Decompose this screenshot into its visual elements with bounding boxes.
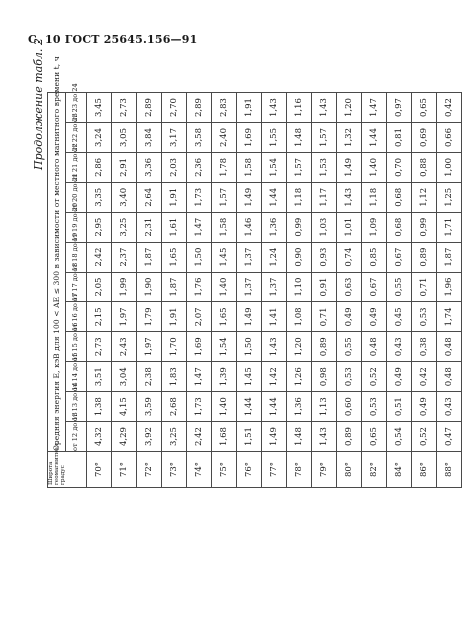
energy-value-cell: 1,87	[437, 242, 462, 272]
energy-value-cell: 3,24	[87, 123, 112, 153]
energy-value-cell: 1,71	[437, 212, 462, 242]
energy-value-cell: 1,58	[237, 152, 262, 182]
energy-value-cell: 2,31	[137, 212, 162, 242]
energy-value-cell: 1,68	[212, 422, 237, 452]
table-row	[137, 93, 162, 488]
energy-value-cell: 1,26	[287, 362, 312, 392]
energy-value-cell: 1,61	[162, 212, 187, 242]
energy-value-cell: 1,57	[312, 123, 337, 153]
energy-value-cell: 2,42	[87, 242, 112, 272]
energy-value-cell: 1,87	[137, 242, 162, 272]
energy-value-cell: 2,43	[112, 332, 137, 362]
energy-value-cell: 2,70	[162, 93, 187, 123]
energy-value-cell: 1,70	[162, 332, 187, 362]
energy-value-cell: 1,36	[262, 212, 287, 242]
energy-value-cell: 0,89	[412, 242, 437, 272]
energy-value-cell: 1,00	[437, 152, 462, 182]
energy-value-cell: 0,48	[437, 332, 462, 362]
energy-value-cell: 0,55	[337, 332, 362, 362]
energy-value-cell: 1,90	[137, 272, 162, 302]
energy-value-cell: 1,97	[137, 332, 162, 362]
energy-value-cell: 1,49	[337, 152, 362, 182]
table-row	[87, 93, 112, 488]
energy-value-cell: 2,05	[87, 272, 112, 302]
energy-value-cell: 1,03	[312, 212, 337, 242]
table-row	[312, 93, 337, 488]
energy-value-cell: 1,54	[212, 332, 237, 362]
energy-value-cell: 1,18	[362, 182, 387, 212]
column-header: от 17 до 18	[66, 272, 87, 302]
energy-value-cell: 3,45	[87, 93, 112, 123]
energy-value-cell: 0,54	[387, 422, 412, 452]
energy-value-cell: 3,17	[162, 123, 187, 153]
energy-value-cell: 1,43	[312, 422, 337, 452]
energy-value-cell: 2,42	[187, 422, 212, 452]
energy-value-cell: 0,68	[387, 182, 412, 212]
energy-value-cell: 1,44	[262, 392, 287, 422]
energy-value-cell: 1,13	[312, 392, 337, 422]
energy-value-cell: 1,37	[237, 242, 262, 272]
energy-value-cell: 2,73	[112, 93, 137, 123]
energy-value-cell: 3,35	[87, 182, 112, 212]
energy-value-cell: 1,44	[262, 182, 287, 212]
energy-value-cell: 1,09	[362, 212, 387, 242]
energy-value-cell: 3,58	[187, 123, 212, 153]
energy-value-cell: 1,78	[212, 152, 237, 182]
table-row	[112, 93, 137, 488]
energy-value-cell: 1,47	[187, 362, 212, 392]
energy-value-cell: 1,91	[237, 93, 262, 123]
energy-value-cell: 0,49	[412, 392, 437, 422]
latitude-header: Широта геомагнитная, градус	[48, 452, 87, 488]
energy-value-cell: 1,49	[237, 182, 262, 212]
energy-value-cell: 1,10	[287, 272, 312, 302]
energy-value-cell: 0,97	[387, 93, 412, 123]
energy-value-cell: 1,47	[187, 212, 212, 242]
table-row	[287, 93, 312, 488]
table-row	[187, 93, 212, 488]
continuation-title: Продолжение табл. 2	[32, 38, 45, 170]
table-row	[437, 93, 462, 488]
energy-value-cell: 1,91	[162, 182, 187, 212]
energy-value-cell: 1,65	[212, 302, 237, 332]
energy-value-cell: 0,42	[412, 362, 437, 392]
energy-value-cell: 1,24	[262, 242, 287, 272]
energy-value-cell: 1,73	[187, 392, 212, 422]
energy-value-cell: 3,25	[162, 422, 187, 452]
energy-value-cell: 0,70	[387, 152, 412, 182]
energy-value-cell: 2,83	[212, 93, 237, 123]
column-header: от 15 до 16	[66, 332, 87, 362]
energy-value-cell: 0,65	[362, 422, 387, 452]
latitude-cell: 72°	[137, 452, 162, 488]
energy-value-cell: 0,63	[337, 272, 362, 302]
column-header: от 14 до 15	[66, 362, 87, 392]
energy-value-cell: 0,93	[312, 242, 337, 272]
energy-value-cell: 2,73	[87, 332, 112, 362]
latitude-cell: 74°	[187, 452, 212, 488]
energy-value-cell: 2,38	[137, 362, 162, 392]
energy-value-cell: 0,49	[362, 302, 387, 332]
energy-value-cell: 0,65	[412, 93, 437, 123]
column-header: от 12 до 13	[66, 422, 87, 452]
energy-value-cell: 4,32	[87, 422, 112, 452]
energy-value-cell: 0,60	[337, 392, 362, 422]
energy-value-cell: 2,91	[112, 152, 137, 182]
energy-value-cell: 1,49	[237, 302, 262, 332]
energy-value-cell: 1,01	[337, 212, 362, 242]
energy-value-cell: 1,43	[337, 182, 362, 212]
energy-value-cell: 0,47	[437, 422, 462, 452]
table-row	[387, 93, 412, 488]
energy-value-cell: 1,58	[212, 212, 237, 242]
energy-value-cell: 0,71	[412, 272, 437, 302]
energy-value-cell: 1,50	[187, 242, 212, 272]
energy-value-cell: 0,52	[362, 362, 387, 392]
table-header	[48, 56, 87, 488]
energy-value-cell: 1,45	[237, 362, 262, 392]
energy-value-cell: 0,89	[337, 422, 362, 452]
energy-value-cell: 1,51	[237, 422, 262, 452]
latitude-cell: 76°	[237, 452, 262, 488]
energy-value-cell: 1,25	[437, 182, 462, 212]
energy-value-cell: 0,42	[437, 93, 462, 123]
energy-value-cell: 2,89	[137, 93, 162, 123]
energy-value-cell: 0,49	[337, 302, 362, 332]
page-header: С. 10 ГОСТ 25645.156—91	[28, 33, 198, 46]
energy-value-cell: 4,29	[112, 422, 137, 452]
energy-value-cell: 1,37	[262, 272, 287, 302]
energy-value-cell: 1,20	[287, 332, 312, 362]
energy-value-cell: 0,67	[362, 272, 387, 302]
energy-value-cell: 1,49	[262, 422, 287, 452]
energy-value-cell: 0,51	[387, 392, 412, 422]
table-row	[412, 93, 437, 488]
energy-value-cell: 0,38	[412, 332, 437, 362]
latitude-cell: 80°	[337, 452, 362, 488]
latitude-cell: 77°	[262, 452, 287, 488]
energy-value-cell: 1,39	[212, 362, 237, 392]
energy-value-cell: 0,91	[312, 272, 337, 302]
energy-value-cell: 0,52	[412, 422, 437, 452]
table-row	[337, 93, 362, 488]
energy-value-cell: 0,71	[312, 302, 337, 332]
table-row	[362, 93, 387, 488]
table-row	[212, 93, 237, 488]
table-body	[87, 93, 462, 488]
column-header: от 16 до 17	[66, 302, 87, 332]
latitude-cell: 75°	[212, 452, 237, 488]
table-row	[162, 93, 187, 488]
energy-value-cell: 1,96	[437, 272, 462, 302]
energy-value-cell: 3,51	[87, 362, 112, 392]
column-header: от 23 до 24	[66, 93, 87, 123]
column-header: от 19 до 20	[66, 212, 87, 242]
energy-value-cell: 1,99	[112, 272, 137, 302]
energy-value-cell: 0,49	[387, 362, 412, 392]
energy-value-cell: 0,55	[387, 272, 412, 302]
energy-value-cell: 1,37	[237, 272, 262, 302]
energy-value-cell: 3,84	[137, 123, 162, 153]
energy-value-cell: 1,76	[187, 272, 212, 302]
energy-value-cell: 0,43	[387, 332, 412, 362]
energy-value-cell: 1,55	[262, 123, 287, 153]
energy-value-cell: 1,36	[287, 392, 312, 422]
energy-value-cell: 0,99	[287, 212, 312, 242]
energy-table	[47, 56, 462, 488]
energy-value-cell: 2,89	[187, 93, 212, 123]
latitude-cell: 71°	[112, 452, 137, 488]
energy-value-cell: 0,99	[412, 212, 437, 242]
energy-value-cell: 3,05	[112, 123, 137, 153]
energy-value-cell: 2,03	[162, 152, 187, 182]
column-header-row	[66, 93, 87, 488]
energy-value-cell: 2,40	[212, 123, 237, 153]
energy-value-cell: 3,92	[137, 422, 162, 452]
energy-value-cell: 1,38	[87, 392, 112, 422]
column-header: от 22 до 23	[66, 123, 87, 153]
energy-value-cell: 4,15	[112, 392, 137, 422]
energy-value-cell: 1,42	[262, 362, 287, 392]
energy-value-cell: 0,48	[362, 332, 387, 362]
energy-value-cell: 3,25	[112, 212, 137, 242]
energy-value-cell: 1,48	[287, 422, 312, 452]
table-title-header: Средняя энергия E, кэВ для 100 < AE ≤ 300 в зависимости от местного магнитного времени t, ч	[48, 93, 66, 452]
energy-value-cell: 1,32	[337, 123, 362, 153]
energy-value-cell: 0,68	[387, 212, 412, 242]
energy-value-cell: 0,53	[337, 362, 362, 392]
energy-value-cell: 2,95	[87, 212, 112, 242]
energy-value-cell: 0,43	[437, 392, 462, 422]
latitude-cell: 84°	[387, 452, 412, 488]
energy-value-cell: 1,45	[212, 242, 237, 272]
energy-value-cell: 0,53	[412, 302, 437, 332]
energy-value-cell: 2,64	[137, 182, 162, 212]
energy-value-cell: 1,53	[312, 152, 337, 182]
energy-value-cell: 0,89	[312, 332, 337, 362]
energy-value-cell: 1,18	[287, 182, 312, 212]
energy-value-cell: 0,90	[287, 242, 312, 272]
energy-value-cell: 1,43	[262, 332, 287, 362]
energy-value-cell: 1,69	[187, 332, 212, 362]
energy-value-cell: 0,88	[412, 152, 437, 182]
energy-value-cell: 2,07	[187, 302, 212, 332]
energy-value-cell: 1,12	[412, 182, 437, 212]
energy-value-cell: 1,48	[287, 123, 312, 153]
energy-value-cell: 3,36	[137, 152, 162, 182]
energy-value-cell: 2,15	[87, 302, 112, 332]
column-header: от 13 до 14	[66, 392, 87, 422]
energy-value-cell: 0,85	[362, 242, 387, 272]
energy-value-cell: 1,40	[212, 392, 237, 422]
energy-value-cell: 3,59	[137, 392, 162, 422]
energy-value-cell: 1,40	[212, 272, 237, 302]
energy-value-cell: 3,40	[112, 182, 137, 212]
energy-value-cell: 1,87	[162, 272, 187, 302]
energy-value-cell: 0,66	[437, 123, 462, 153]
table-row	[262, 93, 287, 488]
energy-value-cell: 2,86	[87, 152, 112, 182]
energy-value-cell: 2,68	[162, 392, 187, 422]
energy-value-cell: 1,65	[162, 242, 187, 272]
energy-value-cell: 1,79	[137, 302, 162, 332]
column-header: от 20 до 21	[66, 182, 87, 212]
energy-value-cell: 1,69	[237, 123, 262, 153]
energy-value-cell: 0,53	[362, 392, 387, 422]
energy-value-cell: 0,67	[387, 242, 412, 272]
latitude-cell: 88°	[437, 452, 462, 488]
energy-value-cell: 0,48	[437, 362, 462, 392]
energy-value-cell: 1,08	[287, 302, 312, 332]
energy-value-cell: 1,20	[337, 93, 362, 123]
energy-value-cell: 2,37	[112, 242, 137, 272]
energy-value-cell: 1,83	[162, 362, 187, 392]
energy-value-cell: 1,43	[262, 93, 287, 123]
energy-value-cell: 0,81	[387, 123, 412, 153]
energy-value-cell: 0,74	[337, 242, 362, 272]
energy-value-cell: 1,57	[212, 182, 237, 212]
energy-value-cell: 0,45	[387, 302, 412, 332]
energy-value-cell: 1,46	[237, 212, 262, 242]
latitude-cell: 70°	[87, 452, 112, 488]
column-header: от 21 до 22	[66, 152, 87, 182]
energy-value-cell: 3,04	[112, 362, 137, 392]
latitude-cell: 86°	[412, 452, 437, 488]
energy-value-cell: 1,41	[262, 302, 287, 332]
energy-value-cell: 1,43	[312, 93, 337, 123]
latitude-cell: 73°	[162, 452, 187, 488]
latitude-cell: 79°	[312, 452, 337, 488]
energy-value-cell: 1,57	[287, 152, 312, 182]
latitude-cell: 82°	[362, 452, 387, 488]
energy-value-cell: 1,97	[112, 302, 137, 332]
energy-value-cell: 1,40	[362, 152, 387, 182]
energy-value-cell: 2,36	[187, 152, 212, 182]
latitude-cell: 78°	[287, 452, 312, 488]
energy-value-cell: 0,98	[312, 362, 337, 392]
energy-value-cell: 1,54	[262, 152, 287, 182]
energy-value-cell: 1,17	[312, 182, 337, 212]
energy-value-cell: 1,44	[237, 392, 262, 422]
energy-value-cell: 1,16	[287, 93, 312, 123]
energy-value-cell: 1,47	[362, 93, 387, 123]
energy-value-cell: 1,74	[437, 302, 462, 332]
energy-value-cell: 1,50	[237, 332, 262, 362]
energy-value-cell: 0,69	[412, 123, 437, 153]
energy-value-cell: 1,73	[187, 182, 212, 212]
energy-value-cell: 1,91	[162, 302, 187, 332]
table-row	[237, 93, 262, 488]
column-header: от 18 до 19	[66, 242, 87, 272]
energy-value-cell: 1,44	[362, 123, 387, 153]
